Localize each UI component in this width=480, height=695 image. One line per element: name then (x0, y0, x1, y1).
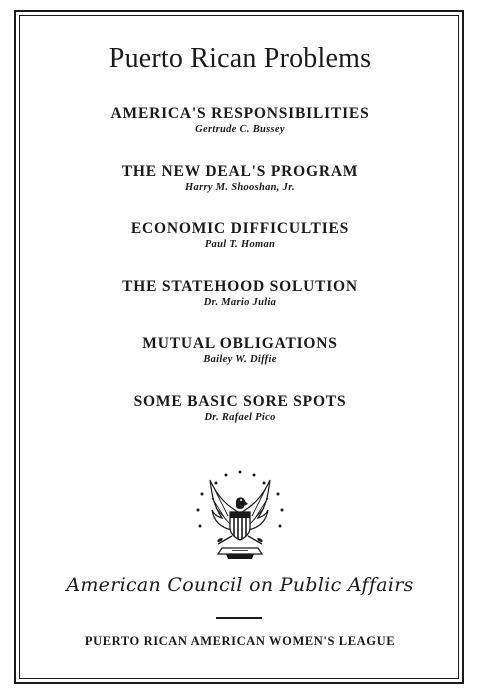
entry-title: THE STATEHOOD SOLUTION (122, 277, 358, 295)
contents-entry (0, 392, 480, 450)
page-title: Puerto Rican Problems (108, 43, 372, 74)
contents-entry (0, 219, 480, 277)
entry-author: Bailey W. Diffie (203, 354, 277, 365)
entry-author: Paul T. Homan (204, 239, 276, 250)
contents-list (0, 104, 480, 449)
eagle-emblem-icon (188, 466, 292, 566)
entry-author: Dr. Rafael Pico (204, 411, 276, 423)
contents-entry (0, 277, 480, 335)
publisher-name: American Council on Public Affairs (66, 574, 414, 596)
divider-rule (216, 617, 262, 619)
entry-title: ECONOMIC DIFFICULTIES (130, 220, 350, 237)
league-name: PUERTO RICAN AMERICAN WOMEN'S LEAGUE (84, 634, 396, 648)
contents-entry (0, 104, 480, 162)
entry-author: Dr. Mario Julia (203, 296, 277, 308)
contents-entry (0, 334, 480, 392)
contents-entry (0, 162, 480, 220)
entry-title: MUTUAL OBLIGATIONS (142, 335, 338, 352)
entry-author: Harry M. Shooshan, Jr. (185, 181, 295, 193)
entry-title: THE NEW DEAL'S PROGRAM (121, 162, 359, 180)
entry-author: Gertrude C. Bussey (195, 124, 285, 135)
entry-title: AMERICA'S RESPONSIBILITIES (110, 105, 370, 122)
entry-title: SOME BASIC SORE SPOTS (133, 392, 347, 410)
